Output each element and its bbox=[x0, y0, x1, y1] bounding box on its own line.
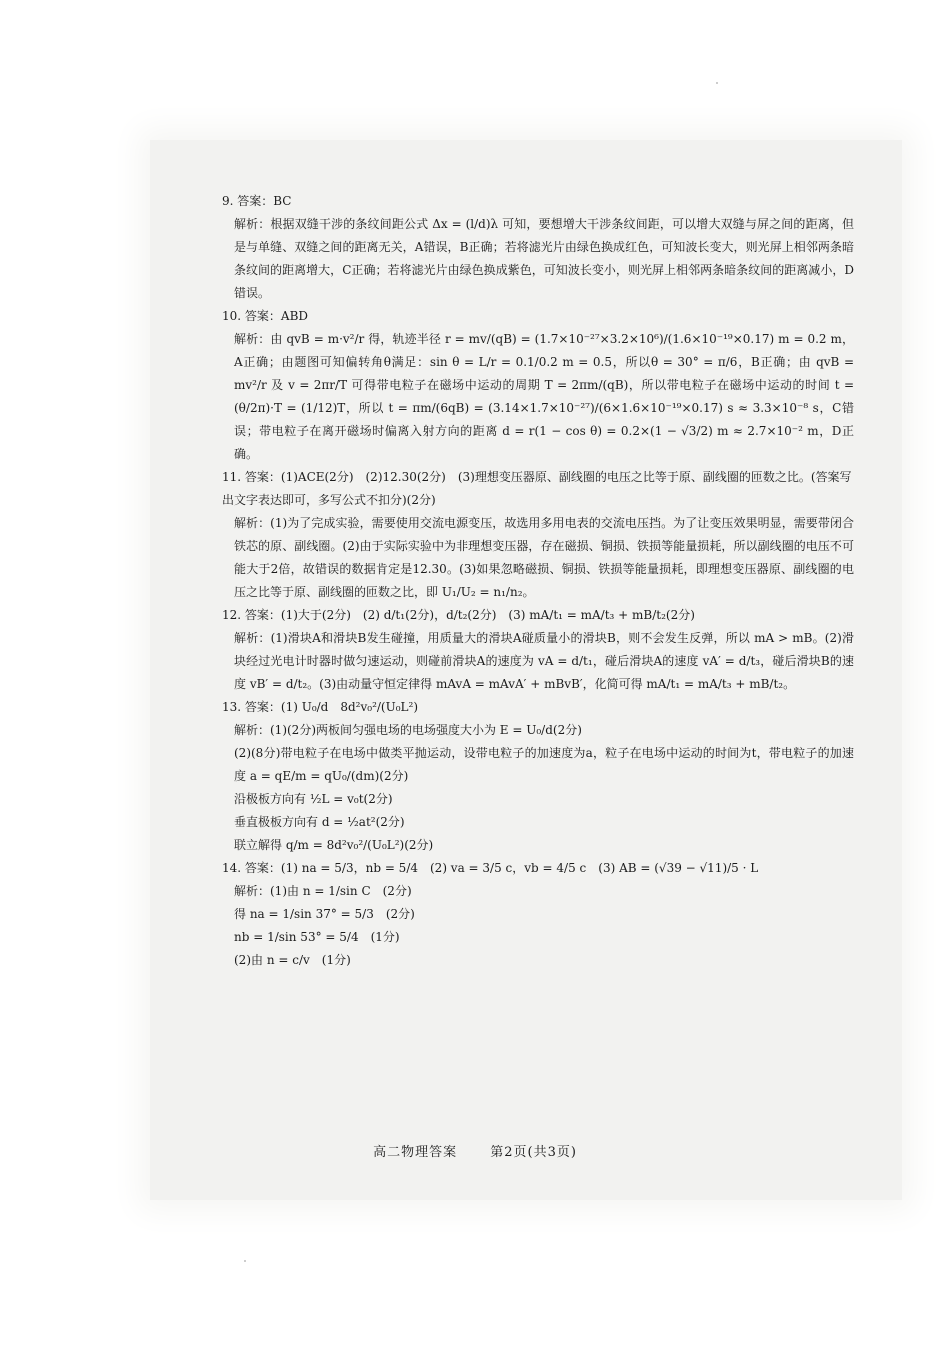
q10-answer: 10. 答案：ABD bbox=[222, 309, 309, 323]
q13-answer: 13. 答案：(1) U₀/d 8d²v₀²/(U₀L²) bbox=[222, 700, 418, 714]
q13-line: 垂直极板方向有 d = ½at²(2分) bbox=[234, 815, 405, 829]
footer-page-number: 第2页(共3页) bbox=[490, 1145, 577, 1160]
q11-analysis: 解析：(1)为了完成实验，需要使用交流电源变压，故选用多用电表的交流电压挡。为了让变压效果明显，需要带闭合铁芯的原、副线圈。(2)由于实际实验中为非理想变压器，存在磁损、铜损、铁损等能量损耗，所以副线圈的电压不可能大于2倍，故错误的数据肯定是12.30。(3)如果忽略磁损、铜损、铁损等能量损耗，即理想变压器原、副线圈的电压之比等于原、副线圈的匝数之比，即 U₁/U₂ = n₁/n₂。 bbox=[234, 516, 854, 599]
q13-line: 沿极板方向有 ½L = v₀t(2分) bbox=[234, 792, 393, 806]
q14-line: 得 na = 1/sin 37° = 5/3 (2分) bbox=[234, 907, 415, 921]
q10-analysis: 解析：由 qvB = m·v²/r 得，轨迹半径 r = mv/(qB) = (1.7×10⁻²⁷×3.2×10⁶)/(1.6×10⁻¹⁹×0.17) m = 0.2 m，A正确；由题图可知偏转角θ满足：sin θ = L/r = 0.1/0.2 m = 0.5，所以θ = 30° = π/6，B正确；由 qvB = mv²/r 及 v = 2πr/T 可得带电粒子在磁场中运动的周期 T = 2πm/(qB)，所以带电粒子在磁场中运动的时间 t = (θ/2π)·T = (1/12)T，所以 t = πm/(6qB) = (3.14×1.7×10⁻²⁷)/(6×1.6×10⁻¹⁹×0.17) s ≈ 3.3×10⁻⁸ s，C错误；带电粒子在离开磁场时偏离入射方向的距离 d = r(1 − cos θ) = 0.2×(1 − √3/2) m ≈ 2.7×10⁻² m，D正确。 bbox=[234, 332, 854, 461]
q9-analysis: 解析：根据双缝干涉的条纹间距公式 Δx = (l/d)λ 可知，要想增大干涉条纹间距，可以增大双缝与屏之间的距离，但是与单缝、双缝之间的距离无关，A错误，B正确；若将滤光片由绿色换成红色，可知波长变大，则光屏上相邻两条暗条纹间的距离增大，C正确；若将滤光片由绿色换成紫色，可知波长变小，则光屏上相邻两条暗条纹间的距离减小，D错误。 bbox=[234, 217, 854, 300]
q14-line: (2)由 n = c/v (1分) bbox=[234, 953, 351, 967]
scan-speck bbox=[244, 1260, 246, 1262]
q14-line: nb = 1/sin 53° = 5/4 (1分) bbox=[234, 930, 400, 944]
q14-answer: 14. 答案：(1) na = 5/3，nb = 5/4 (2) va = 3/5 c，vb = 4/5 c (3) AB = (√39 − √11)/5 · L bbox=[222, 861, 759, 875]
q13-line: (2)(8分)带电粒子在电场中做类平抛运动，设带电粒子的加速度为a，粒子在电场中运动的时间为t，带电粒子的加速度 a = qE/m = qU₀/(dm)(2分) bbox=[234, 746, 854, 783]
q14-line: 解析：(1)由 n = 1/sin C (2分) bbox=[234, 884, 412, 898]
scan-speck bbox=[716, 82, 718, 84]
answer-content bbox=[222, 190, 854, 972]
q12-analysis: 解析：(1)滑块A和滑块B发生碰撞，用质量大的滑块A碰质量小的滑块B，则不会发生反弹，所以 mA > mB。(2)滑块经过光电计时器时做匀速运动，则碰前滑块A的速度为 vA = d/t₁，碰后滑块A的速度 vA′ = d/t₃，碰后滑块B的速度 vB′ = d/t₂。(3)由动量守恒定律得 mAvA = mAvA′ + mBvB′，化简可得 mA/t₁ = mA/t₃ + mB/t₂。 bbox=[234, 631, 854, 691]
q12-answer: 12. 答案：(1)大于(2分) (2) d/t₁(2分)，d/t₂(2分) (3) mA/t₁ = mA/t₃ + mB/t₂(2分) bbox=[222, 608, 695, 622]
q9-answer: 9. 答案：BC bbox=[222, 194, 292, 208]
page-footer bbox=[0, 1141, 950, 1160]
q13-line: 解析：(1)(2分)两板间匀强电场的电场强度大小为 E = U₀/d(2分) bbox=[234, 723, 582, 737]
q11-answer: 11. 答案：(1)ACE(2分) (2)12.30(2分) (3)理想变压器原、副线圈的电压之比等于原、副线圈的匝数之比。(答案写出文字表达即可，多写公式不扣分)(2分) bbox=[222, 470, 852, 507]
footer-title: 高二物理答案 bbox=[373, 1145, 458, 1160]
q13-line: 联立解得 q/m = 8d²v₀²/(U₀L²)(2分) bbox=[234, 838, 434, 852]
